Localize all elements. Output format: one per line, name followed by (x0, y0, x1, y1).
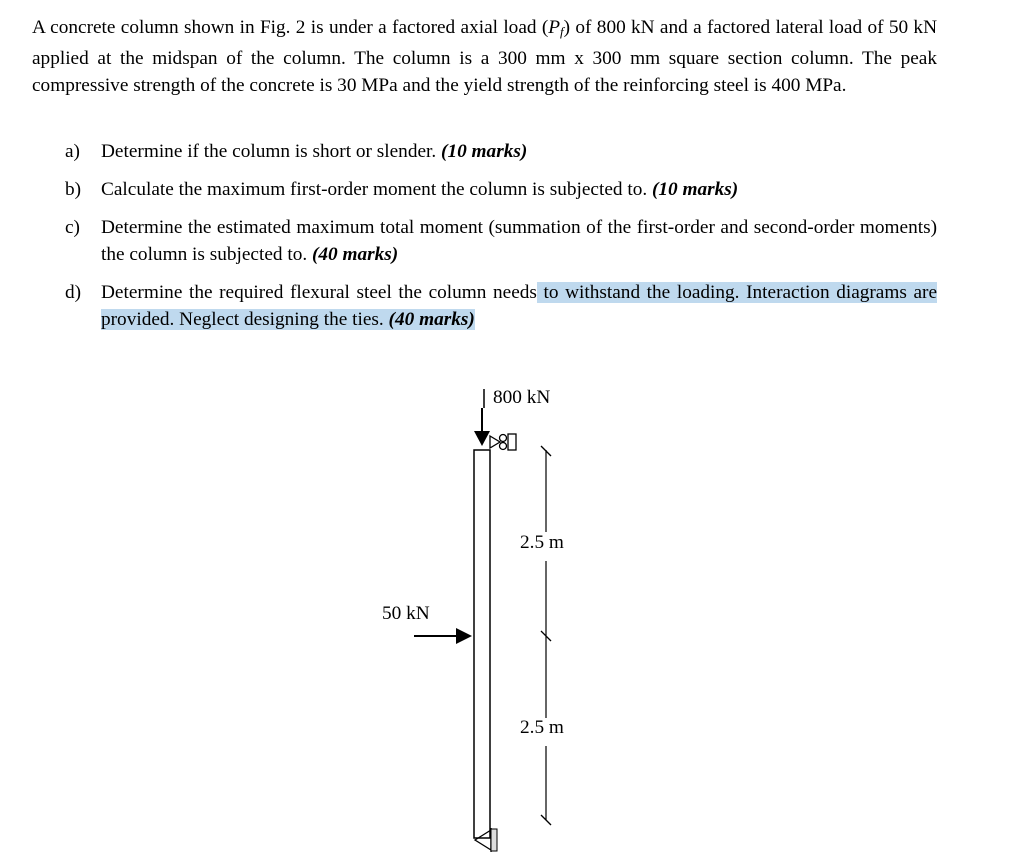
pin-support-icon (475, 828, 497, 852)
roller-support-icon (490, 434, 516, 450)
axial-load-arrow (474, 408, 490, 446)
load-symbol: P (548, 17, 561, 38)
intro-text-end: ) of 800 kN and a factored lateral load of 50 kN applied at the midspan of the column. The column is a 300 mm x 300 mm square section column. The peak compressive strength of the concrete is 30 MPa and the yield strength of the reinforcing steel is 400 MPa. (32, 17, 937, 96)
question-text-highlighted: to withstand the loading. Interaction diagrams are provided. Neglect designing the ties. (101, 282, 938, 330)
question-text: Determine if the column is short or slender. (101, 141, 442, 162)
upper-segment-length-label: 2.5 m (520, 532, 564, 553)
question-text: Determine the estimated maximum total moment (summation of the first-order and second-order moments) the column is subjected to. (101, 217, 937, 265)
question-marks: (10 marks) (441, 141, 528, 162)
question-text: Determine the required flexural steel the column needs (101, 282, 537, 303)
question-marks: (40 marks) (388, 309, 475, 330)
lateral-load-arrow (414, 628, 472, 644)
question-label: d) (65, 282, 82, 303)
load-symbol-subscript: f (560, 24, 564, 39)
lower-segment-length-label: 2.5 m (520, 717, 564, 738)
question-marks: (10 marks) (651, 179, 739, 200)
axial-load-label: 800 kN (493, 387, 551, 408)
question-label: c) (65, 217, 80, 238)
dimension-line (541, 446, 551, 825)
question-text: Calculate the maximum first-order moment the column is subjected to. (101, 179, 652, 200)
intro-text-start: A concrete column shown in Fig. 2 is under a factored axial load ( (32, 17, 549, 38)
question-label: a) (65, 141, 80, 162)
column-body (474, 450, 490, 838)
question-label: b) (65, 179, 82, 200)
lateral-load-label: 50 kN (382, 603, 430, 624)
question-marks: (40 marks) (311, 244, 399, 265)
